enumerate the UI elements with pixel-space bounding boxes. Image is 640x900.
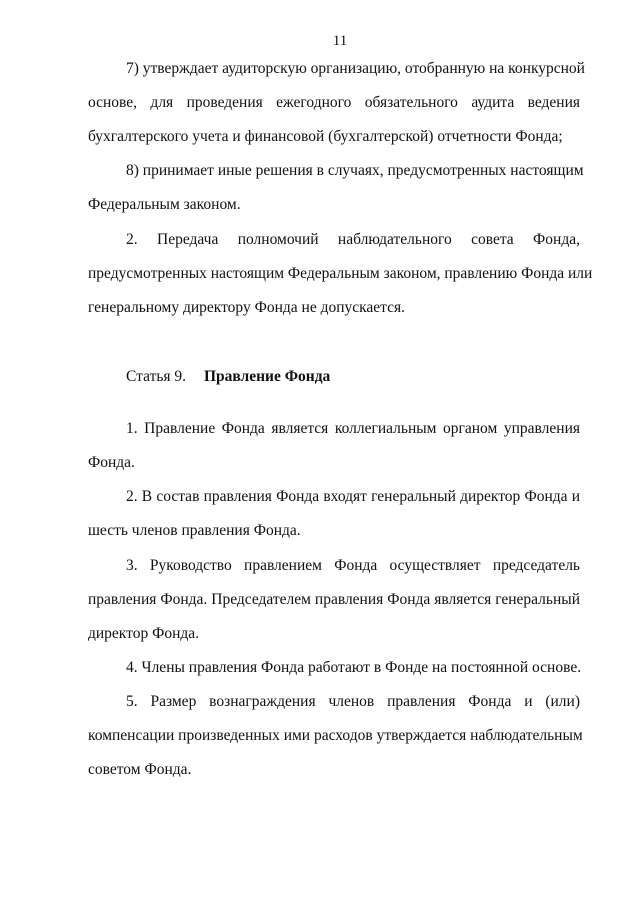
text-line: Федеральным законом. [88,196,241,213]
text-line: 7) утверждает аудиторскую организацию, отобранную на конкурсной [126,60,585,77]
article-title: Правление Фонда [203,368,331,385]
text-line: 1. Правление Фонда является коллегиальным органом управления [126,420,580,437]
text-line: 5. Размер вознаграждения членов правления Фонда и (или) [126,693,580,710]
text-line: директор Фонда. [88,625,200,642]
text-line: 4. Члены правления Фонда работают в Фонде на постоянной основе. [126,659,582,676]
text-line: 3. Руководство правлением Фонда осуществляет председатель [126,557,580,574]
text-line: 2. В состав правления Фонда входят генеральный директор Фонда и [126,488,580,505]
text-line: генеральному директору Фонда не допускается. [88,299,406,316]
text-line: советом Фонда. [88,761,192,778]
text-line: правления Фонда. Председателем правления Фонда является генеральный [88,591,580,608]
text-line: основе, для проведения ежегодного обязательного аудита ведения [88,94,580,111]
text-line: 8) принимает иные решения в случаях, предусмотренных настоящим [126,162,584,179]
text-line: шесть членов правления Фонда. [88,522,301,539]
text-line: компенсации произведенных ими расходов утверждается наблюдательным [88,727,583,744]
text-line: 2. Передача полномочий наблюдательного совета Фонда, [126,231,580,248]
text-line: бухгалтерского учета и финансовой (бухгалтерской) отчетности Фонда; [88,128,563,145]
text-line: Фонда. [88,454,135,471]
page-number: 11 [332,33,348,49]
article-number: Статья 9. [126,368,187,385]
text-line: предусмотренных настоящим Федеральным законом, правлению Фонда или [88,265,593,282]
article-heading [126,368,330,386]
